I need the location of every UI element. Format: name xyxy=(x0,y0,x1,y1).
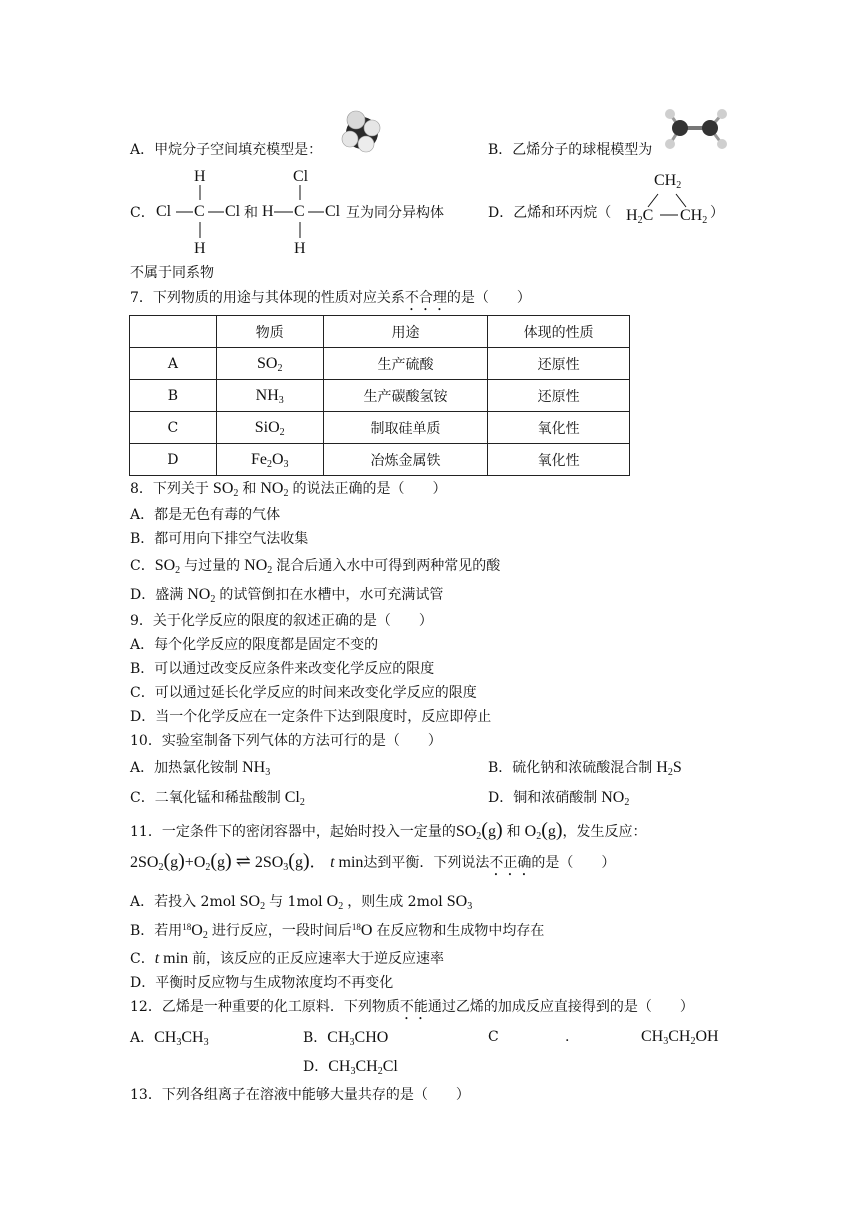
struct-cl-top: Cl xyxy=(293,168,309,185)
q8-option-c: C．$SO_2$ 与过量的 $NO_2$ 混合后通入水中可得到两种常见的酸 xyxy=(130,557,501,576)
q11-option-a: A．若投入 2mol $SO_2$ 与 1mol $O_2$ ，则生成 2mol $SO_3$ xyxy=(130,893,473,912)
q9-option-b: B．可以通过改变反应条件来改变化学反应的限度 xyxy=(130,661,435,677)
q6-option-d-close: ） xyxy=(710,205,724,221)
q11-option-b: B．若用$^{18}O_2$ 进行反应，一段时间后$^{18}$O 在反应物和生成物中均存在 xyxy=(130,922,545,941)
table-row xyxy=(130,380,630,412)
q9-stem: 9．关于化学反应的限度的叙述正确的是（ ） xyxy=(130,613,433,629)
struct-cl-right: Cl xyxy=(225,203,241,220)
q12-stem: 12．乙烯是一种重要的化工原料．下列物质不能通过乙烯的加成反应直接得到的是（ ） xyxy=(130,999,694,1015)
struct-c: C xyxy=(294,203,305,220)
q6-option-c-and: 和 xyxy=(244,205,258,221)
struct-c: C xyxy=(194,203,205,220)
q11-option-c: C．t min 前，该反应的正反应速率大于逆反应速率 xyxy=(130,950,445,967)
q12-option-c-dot: . xyxy=(565,1029,570,1045)
q6-option-c-text: 互为同分异构体 xyxy=(346,205,444,221)
q11-stem: 11．一定条件下的密闭容器中，起始时投入一定量的$SO_2(g)$ 和 $O_2(g)$，发生反应： xyxy=(130,819,647,842)
cyclopropane-structure xyxy=(624,170,720,230)
table-header-cell: 物质 xyxy=(216,316,323,348)
q12-option-a: A．$CH_3CH_3$ xyxy=(130,1029,209,1048)
table-row xyxy=(130,348,630,380)
q8-stem: 8．下列关于 $SO_2$ 和 $NO_2$ 的说法正确的是（ ） xyxy=(130,480,447,499)
table-header-cell xyxy=(130,316,217,348)
table-cell: 还原性 xyxy=(488,380,630,412)
struct-h-bottom: H xyxy=(294,240,306,257)
cyclopropane-ch2-top: $CH_2$ xyxy=(654,172,682,191)
q6-option-d-continued: 不属于同系物 xyxy=(130,265,214,281)
q8-option-d: D．盛满 $NO_2$ 的试管倒扣在水槽中，水可充满试管 xyxy=(130,586,444,605)
table-cell: 氧化性 xyxy=(488,444,630,476)
q10-option-a: A．加热氯化铵制 $NH_3$ xyxy=(130,759,271,778)
q6-option-d: D．乙烯和环丙烷（ xyxy=(488,205,612,221)
q11-option-d: D．平衡时反应物与生成物浓度均不再变化 xyxy=(130,975,394,991)
table-cell: SiO$_2$ xyxy=(216,412,323,444)
struct-h-top: H xyxy=(194,168,206,185)
struct-h-left: H xyxy=(262,203,274,220)
table-cell: B xyxy=(130,380,217,412)
table-cell: 生产硫酸 xyxy=(323,348,488,380)
struct-cl-left: Cl xyxy=(156,203,172,220)
table-cell: 氧化性 xyxy=(488,412,630,444)
table-header-row xyxy=(130,316,630,348)
table-cell: A xyxy=(130,348,217,380)
ethylene-ball-and-stick-model-image xyxy=(662,104,730,160)
table-header-cell: 用途 xyxy=(323,316,488,348)
q7-table xyxy=(129,315,630,476)
methane-space-filling-model-image xyxy=(336,106,388,160)
cyclopropane-ch2-right: $CH_2$ xyxy=(680,207,708,226)
cyclopropane-h2c-left: $H_2C$ xyxy=(626,207,654,226)
table-cell: D xyxy=(130,444,217,476)
table-cell: 还原性 xyxy=(488,348,630,380)
q10-option-d: D．铜和浓硝酸制 $NO_2$ xyxy=(488,789,630,808)
q7-stem: 7．下列物质的用途与其体现的性质对应关系不合理的是（ ） xyxy=(130,290,531,306)
struct-cl-right: Cl xyxy=(325,203,341,220)
q6-option-a: A．甲烷分子空间填充模型是： xyxy=(130,142,323,158)
q6-option-b: B．乙烯分子的球棍模型为 xyxy=(488,142,653,158)
q10-option-c: C．二氧化锰和稀盐酸制 $Cl_2$ xyxy=(130,789,305,808)
q9-option-d: D．当一个化学反应在一定条件下达到限度时，反应即停止 xyxy=(130,709,492,725)
q8-option-b: B．都可用向下排空气法收集 xyxy=(130,531,309,547)
table-row xyxy=(130,412,630,444)
struct-h-bottom: H xyxy=(194,240,206,257)
q12-option-d: D．$CH_3CH_2Cl$ xyxy=(303,1058,398,1077)
table-cell: $Fe_2O_3$ xyxy=(216,444,323,476)
q9-option-c: C．可以通过延长化学反应的时间来改变化学反应的限度 xyxy=(130,685,477,701)
q12-option-b: B．$CH_3CHO$ xyxy=(303,1029,389,1048)
q12-option-c: C xyxy=(488,1029,499,1045)
table-cell: 制取硅单质 xyxy=(323,412,488,444)
q9-option-a: A．每个化学反应的限度都是固定不变的 xyxy=(130,637,379,653)
table-header-cell: 体现的性质 xyxy=(488,316,630,348)
table-cell: 冶炼金属铁 xyxy=(323,444,488,476)
equilibrium-arrow-icon: ⇌ xyxy=(235,851,251,871)
table-cell: $NH_3$ xyxy=(216,380,323,412)
dichloromethane-structure-1 xyxy=(156,166,242,258)
q10-stem: 10．实验室制备下列气体的方法可行的是（ ） xyxy=(130,733,442,749)
dichloromethane-structure-2 xyxy=(260,166,348,258)
q8-option-a: A．都是无色有毒的气体 xyxy=(130,507,281,523)
table-cell: $SO_2$ xyxy=(216,348,323,380)
q6-option-c-label: C． xyxy=(130,205,155,221)
table-cell: 生产碳酸氢铵 xyxy=(323,380,488,412)
q13-stem: 13．下列各组离子在溶液中能够大量共存的是（ ） xyxy=(130,1087,470,1103)
table-row xyxy=(130,444,630,476)
table-cell: C xyxy=(130,412,217,444)
q10-option-b: B．硫化钠和浓硫酸混合制 $H_2S$ xyxy=(488,759,682,778)
q12-option-c-formula: $CH_3CH_2OH$ xyxy=(641,1028,719,1047)
q11-equation-line: $2SO_2(g)+O_2(g)$ ⇌ $2SO_3(g)$． t min达到平衡．下列说法不正确的是（ ） xyxy=(130,850,616,873)
